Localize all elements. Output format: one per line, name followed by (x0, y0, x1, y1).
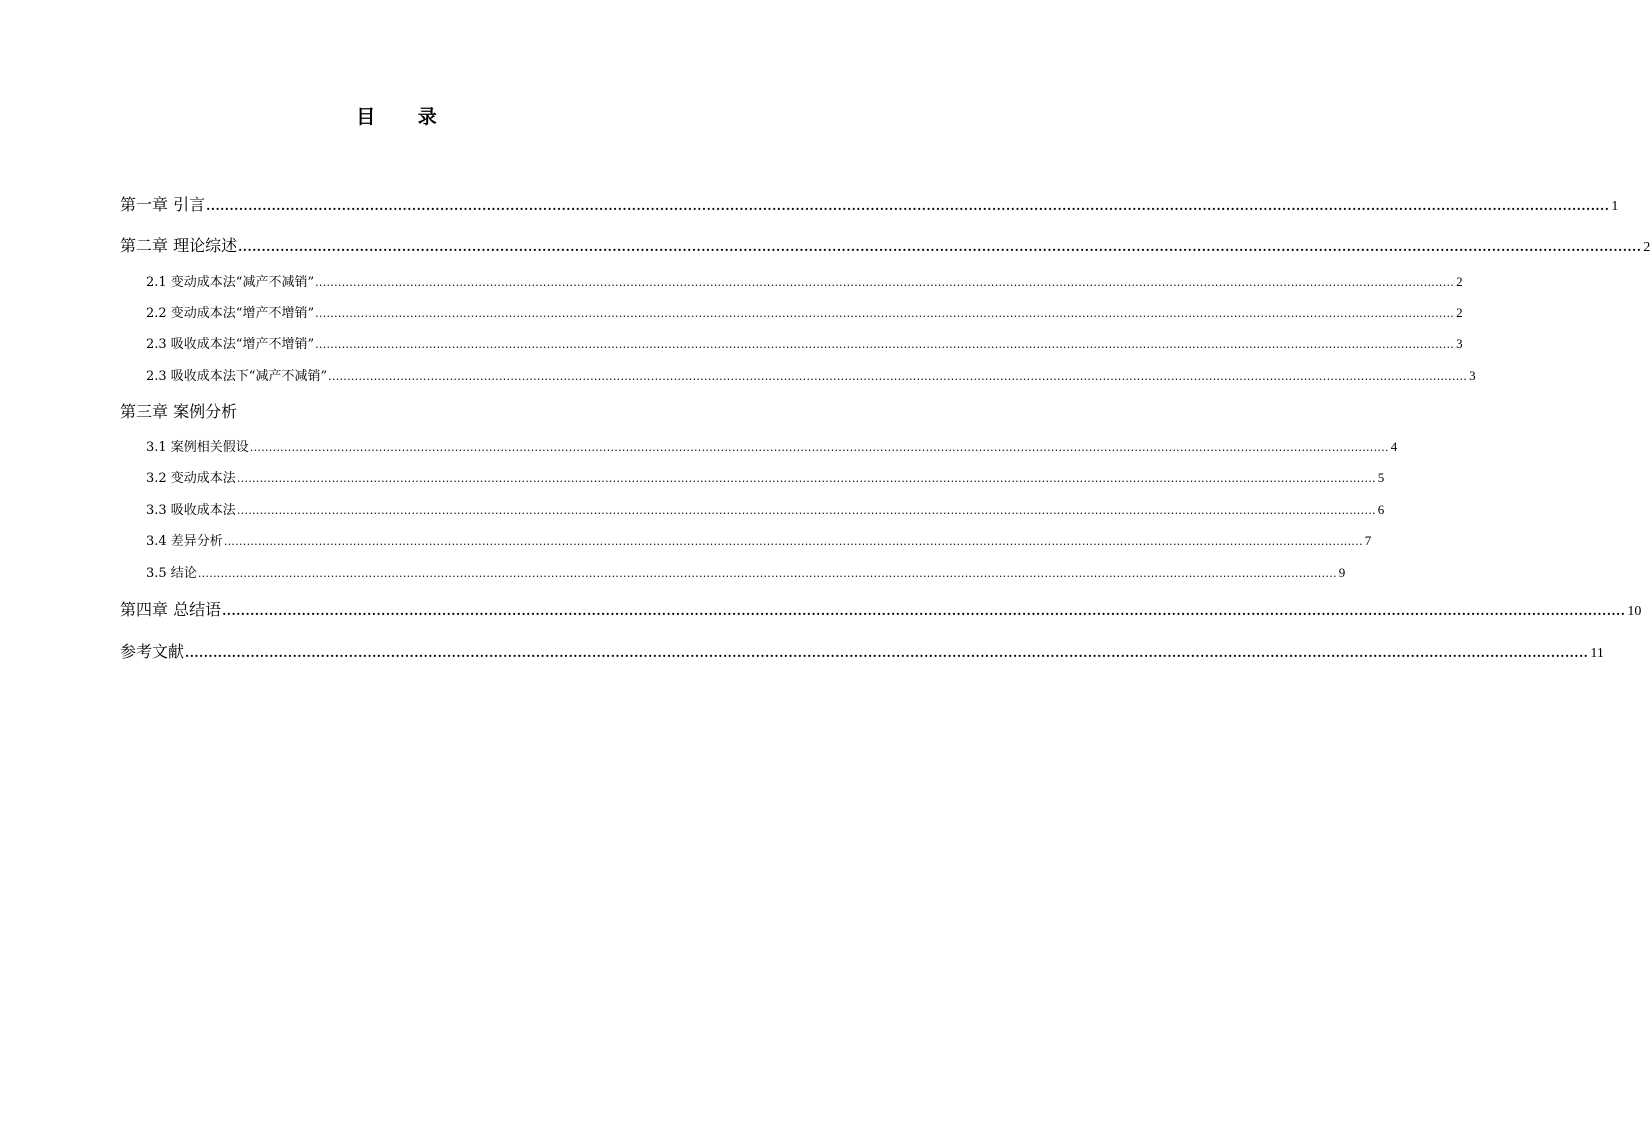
toc-entry-label: 第一章 引言 (120, 195, 206, 214)
toc-entry-label: 第四章 总结语 (120, 600, 222, 619)
toc-entry[interactable] (120, 597, 1642, 620)
toc-entry-label: 第三章 案例分析 (120, 402, 238, 421)
toc-entry-label: 第二章 理论综述 (120, 236, 238, 255)
toc-entry-page: 1 (1611, 199, 1619, 214)
toc-entry-page: 10 (1627, 604, 1642, 619)
toc-entry[interactable] (146, 271, 1463, 290)
dot-leader: ............................................................................................................................................................................................................................................................................................................ (185, 646, 1589, 660)
toc-entry[interactable] (120, 192, 1619, 215)
toc-entry[interactable] (146, 530, 1372, 549)
toc-entry-label: 3.2 变动成本法 (146, 471, 236, 486)
toc-entry-page: 5 (1377, 470, 1385, 485)
toc-entry-page: 2 (1643, 240, 1650, 255)
dot-leader: ............................................................................................................................................................................................................................................................................................................ (197, 567, 1337, 580)
toc-entry[interactable] (120, 639, 1604, 662)
toc-entry-label: 2.3 吸收成本法“增产不增销” (146, 337, 315, 352)
toc-entry-page: 3 (1456, 336, 1463, 351)
dot-leader: ............................................................................................................................................................................................................................................................................................................ (206, 199, 1610, 213)
toc-entry-page: 7 (1364, 533, 1372, 548)
toc-entry-label: 2.2 变动成本法“增产不增销” (146, 306, 315, 321)
dot-leader: ............................................................................................................................................................................................................................................................................................................ (222, 604, 1626, 618)
toc-entry-label: 3.5 结论 (146, 566, 197, 581)
toc-entry-label: 参考文献 (120, 642, 185, 661)
dot-leader: ............................................................................................................................................................................................................................................................................................................ (236, 472, 1376, 485)
toc-entry-label: 3.1 案例相关假设 (146, 440, 249, 455)
dot-leader: ............................................................................................................................................................................................................................................................................................................ (315, 338, 1455, 351)
toc-entry[interactable] (146, 333, 1463, 352)
toc-entry-label: 3.4 差异分析 (146, 534, 223, 549)
toc-entry-page: 6 (1377, 502, 1385, 517)
toc-entry-page: 2 (1456, 274, 1463, 289)
dot-leader: ............................................................................................................................................................................................................................................................................................................ (315, 307, 1455, 320)
dot-leader: ............................................................................................................................................................................................................................................................................................................ (249, 441, 1389, 454)
toc-entry-page: 3 (1469, 368, 1476, 383)
toc-entry-page: 4 (1390, 439, 1398, 454)
toc-entry-label: 3.3 吸收成本法 (146, 503, 236, 518)
toc-entry[interactable] (146, 562, 1346, 581)
toc-title: 目 录 (356, 106, 455, 128)
toc-entry[interactable] (146, 302, 1463, 321)
toc-entry[interactable] (146, 436, 1398, 455)
toc-entry[interactable] (146, 365, 1476, 384)
dot-leader: ............................................................................................................................................................................................................................................................................................................ (328, 370, 1468, 383)
toc-entry-page: 9 (1338, 565, 1346, 580)
toc-entry[interactable] (120, 233, 1650, 256)
dot-leader: ............................................................................................................................................................................................................................................................................................................ (223, 535, 1363, 548)
toc-entry-page: 2 (1456, 305, 1463, 320)
dot-leader: ............................................................................................................................................................................................................................................................................................................ (315, 276, 1455, 289)
toc-entry[interactable] (146, 467, 1385, 486)
toc-entry[interactable] (120, 399, 673, 422)
dot-leader: ............................................................................................................................................................................................................................................................................................................ (236, 504, 1376, 517)
dot-leader: ............................................................................................................................................................................................................................................................................................................ (238, 240, 1642, 254)
toc-entry[interactable] (146, 499, 1385, 518)
toc-entry-label: 2.1 变动成本法“减产不减销” (146, 275, 315, 290)
toc-entry-label: 2.3 吸收成本法下“减产不减销” (146, 369, 328, 384)
toc-entry-page: 11 (1590, 646, 1604, 661)
